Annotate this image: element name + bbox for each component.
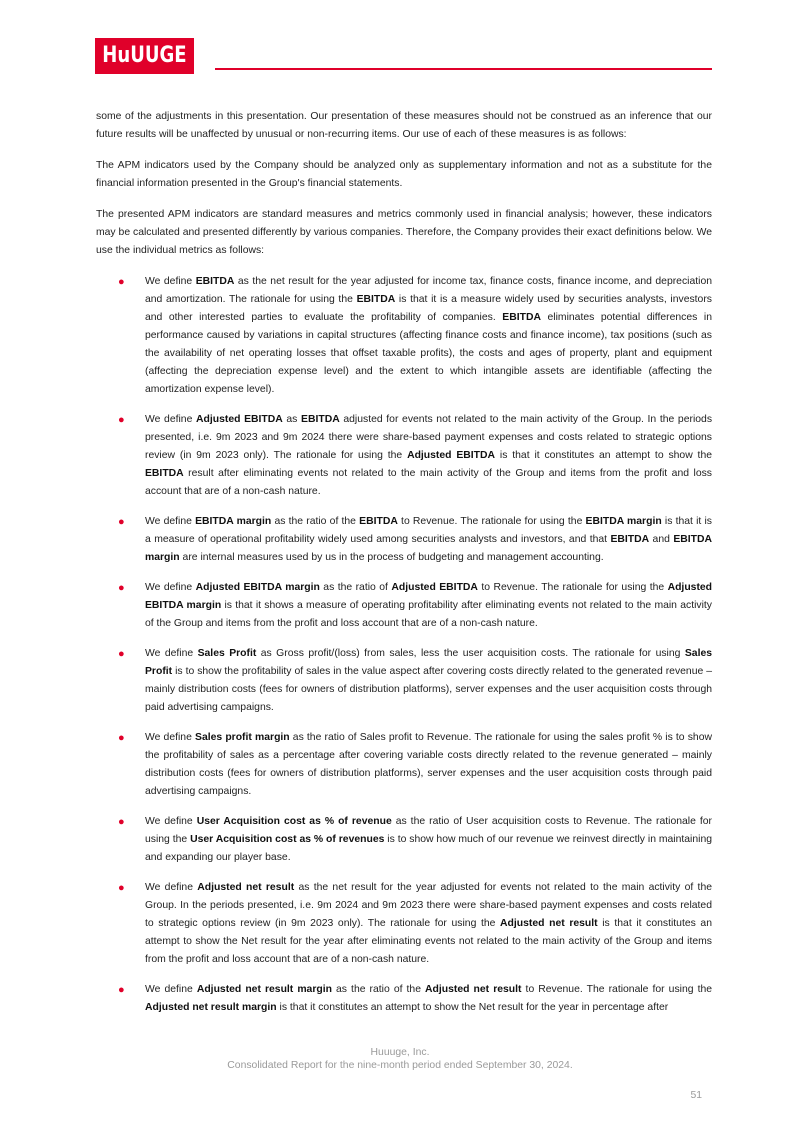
definition-text: as the ratio of User acquisition costs to Revenue. The rationale for using the [145, 816, 713, 845]
page-footer [0, 1046, 800, 1072]
definition-text: We define [145, 276, 196, 287]
metric-term: EBITDA [145, 468, 184, 479]
metric-term: Adjusted net result [425, 984, 522, 995]
definition-text: is that it is a measure of operational profitability widely used among securities analysts and investors, and that [145, 516, 712, 545]
definition-text: is that it constitutes an attempt to show the Net result for the year in percentage after [276, 1002, 669, 1013]
definition-text: adjusted for events not related to the main activity of the Group. In the periods presented, i.e. 9m 2023 and 9m 2024 there were share-based payment expenses and costs related to strategic options review (in 9m 2023 only). The rationale for using the [145, 414, 713, 461]
metric-term: EBITDA [301, 414, 340, 425]
definition-text: is that it shows a measure of operating profitability after eliminating events not related to the main activity of the Group and items from the profit and loss account that are of a non-cash nature. [145, 600, 712, 629]
definition-text: We define [145, 882, 198, 893]
metric-term: Adjusted EBITDA margin [145, 582, 713, 611]
definition-text: as the net result for the year adjusted for events not related to the main activity of the Group. In the periods presented, i.e. 9m 2024 and 9m 2023 there were share-based payment expenses and costs related to strategic options review (in 9m 2023 only). The rationale for using the [145, 882, 712, 929]
header-divider [215, 68, 712, 70]
metric-term: User Acquisition cost as % of revenue [196, 816, 392, 827]
document-body [96, 108, 712, 1029]
definition-text: as the ratio of Sales profit to Revenue. The rationale for using the sales profit % is to show the profitability of sales as a percentage after covering variable costs directly related to the revenue generated – mainly distribution costs (fees for owners of distribution platforms), server expenses and the user acquisition costs through paid advertising campaigns. [145, 732, 712, 797]
definition-text: to Revenue. The rationale for using the [397, 516, 586, 527]
metric-definition-item [96, 579, 712, 633]
definition-text: result after eliminating events not related to the main activity of the Group and items from the profit and loss account that are of a non-cash nature. [145, 468, 712, 497]
metric-term: EBITDA [356, 294, 396, 305]
definition-text: We define [145, 984, 197, 995]
metric-definition-item [96, 981, 712, 1017]
metric-term: User Acquisition cost as % of revenues [190, 834, 385, 845]
bullet-dot-icon: ● [118, 648, 125, 660]
definition-text: We define [145, 816, 197, 827]
definition-text: and [649, 534, 674, 545]
metric-term: Sales profit margin [195, 732, 290, 743]
page-number: 51 [690, 1090, 702, 1101]
definition-text: are internal measures used by us in the process of budgeting and management accounting. [179, 552, 604, 563]
metric-term: EBITDA margin [585, 516, 662, 527]
metric-definition-item [96, 879, 712, 969]
metric-term: EBITDA [610, 534, 650, 545]
definition-text: as Gross profit/(loss) from sales, less the user acquisition costs. The rationale for using [256, 648, 685, 659]
metric-term: Sales Profit [197, 648, 257, 659]
metric-term: Adjusted EBITDA [407, 450, 496, 461]
bullet-dot-icon: ● [118, 582, 125, 594]
definition-text: as the ratio of the [331, 984, 426, 995]
definition-text: eliminates potential differences in performance caused by variations in capital structures (affecting finance costs and finance income), tax positions (such as the availability of net operating losses that offset taxable profits), the costs and ages of property, plant and equipment (affecting the depreciation expense level) and the extent to which intangible assets are identifiable (affecting the amortization expense level). [145, 312, 712, 395]
bullet-dot-icon: ● [118, 882, 125, 894]
footer-report-title: Consolidated Report for the nine-month period ended September 30, 2024. [227, 1060, 573, 1071]
metric-definition-item [96, 813, 712, 867]
bullet-dot-icon: ● [118, 816, 125, 828]
bullet-dot-icon: ● [118, 276, 125, 288]
metric-term: EBITDA margin [145, 534, 712, 563]
footer-company: Huuuge, Inc. [370, 1047, 430, 1058]
definition-text: We define [145, 582, 196, 593]
metric-term: Adjusted EBITDA [196, 414, 283, 425]
metric-term: EBITDA margin [195, 516, 272, 527]
huuuge-logo [95, 38, 194, 74]
intro-paragraph: some of the adjustments in this presentation. Our presentation of these measures should not be construed as an inference that our future results will be unaffected by unusual or non-recurring items. Our use of each of these measures is as follows: [96, 111, 712, 140]
metric-term: EBITDA [502, 312, 541, 323]
definition-text: to Revenue. The rationale for using the [521, 984, 713, 995]
definition-text: as the ratio of the [271, 516, 360, 527]
bullet-dot-icon: ● [118, 984, 125, 996]
metric-term: Adjusted net result [500, 918, 598, 929]
metric-term: Sales Profit [145, 648, 713, 677]
metric-definition-item [96, 513, 712, 567]
definition-text: is to show the profitability of sales in the value aspect after covering costs directly related to the generated revenue – mainly distribution costs (fees for owners of distribution platforms), server expenses and the user acquisition costs through paid advertising campaigns. [145, 666, 712, 713]
page-header [95, 38, 712, 74]
definition-text: as the ratio of [319, 582, 392, 593]
definition-text: is that it is a measure widely used by securities analysts, investors and other interested parties to evaluate the profitability of companies. [145, 294, 712, 323]
metric-term: Adjusted net result [197, 882, 295, 893]
metric-term: Adjusted EBITDA [391, 582, 478, 593]
intro-paragraph: The presented APM indicators are standard measures and metrics commonly used in financial analysis; however, these indicators may be calculated and presented differently by various companies. Therefore, the Company provides their exact definitions below. We use the individual metrics as follows: [96, 209, 712, 256]
metric-term: EBITDA [195, 276, 235, 287]
definition-text: is that it constitutes an attempt to show the Net result for the year after eliminating events not related to the main activity of the Group and items from the profit and loss account that are of a non-cash nature. [145, 918, 712, 965]
definition-text: is to show how much of our revenue we reinvest directly in maintaining and expanding our player base. [145, 834, 713, 863]
bullet-dot-icon: ● [118, 732, 125, 744]
definition-text: as [282, 414, 302, 425]
metric-definitions-list [96, 273, 712, 1017]
definition-text: We define [145, 648, 198, 659]
metric-definition-item [96, 645, 712, 717]
definition-text: to Revenue. The rationale for using the [477, 582, 668, 593]
metric-term: EBITDA [359, 516, 398, 527]
intro-paragraph: The APM indicators used by the Company should be analyzed only as supplementary information and not as a substitute for the financial information presented in the Group's financial statements. [96, 160, 712, 189]
bullet-dot-icon: ● [118, 516, 125, 528]
metric-definition-item [96, 729, 712, 801]
definition-text: is that it constitutes an attempt to show the [495, 450, 713, 461]
definition-text: We define [145, 516, 196, 527]
metric-term: Adjusted net result margin [196, 984, 332, 995]
logo-text: HuUUGE [102, 43, 187, 68]
definition-text: We define [145, 414, 196, 425]
definition-text: We define [145, 732, 196, 743]
metric-term: Adjusted net result margin [145, 1002, 277, 1013]
metric-definition-item [96, 273, 712, 399]
metric-term: Adjusted EBITDA margin [195, 582, 320, 593]
definition-text: as the net result for the year adjusted for income tax, finance costs, finance income, and depreciation and amortization. The rationale for using the [145, 276, 713, 305]
bullet-dot-icon: ● [118, 414, 125, 426]
metric-definition-item [96, 411, 712, 501]
